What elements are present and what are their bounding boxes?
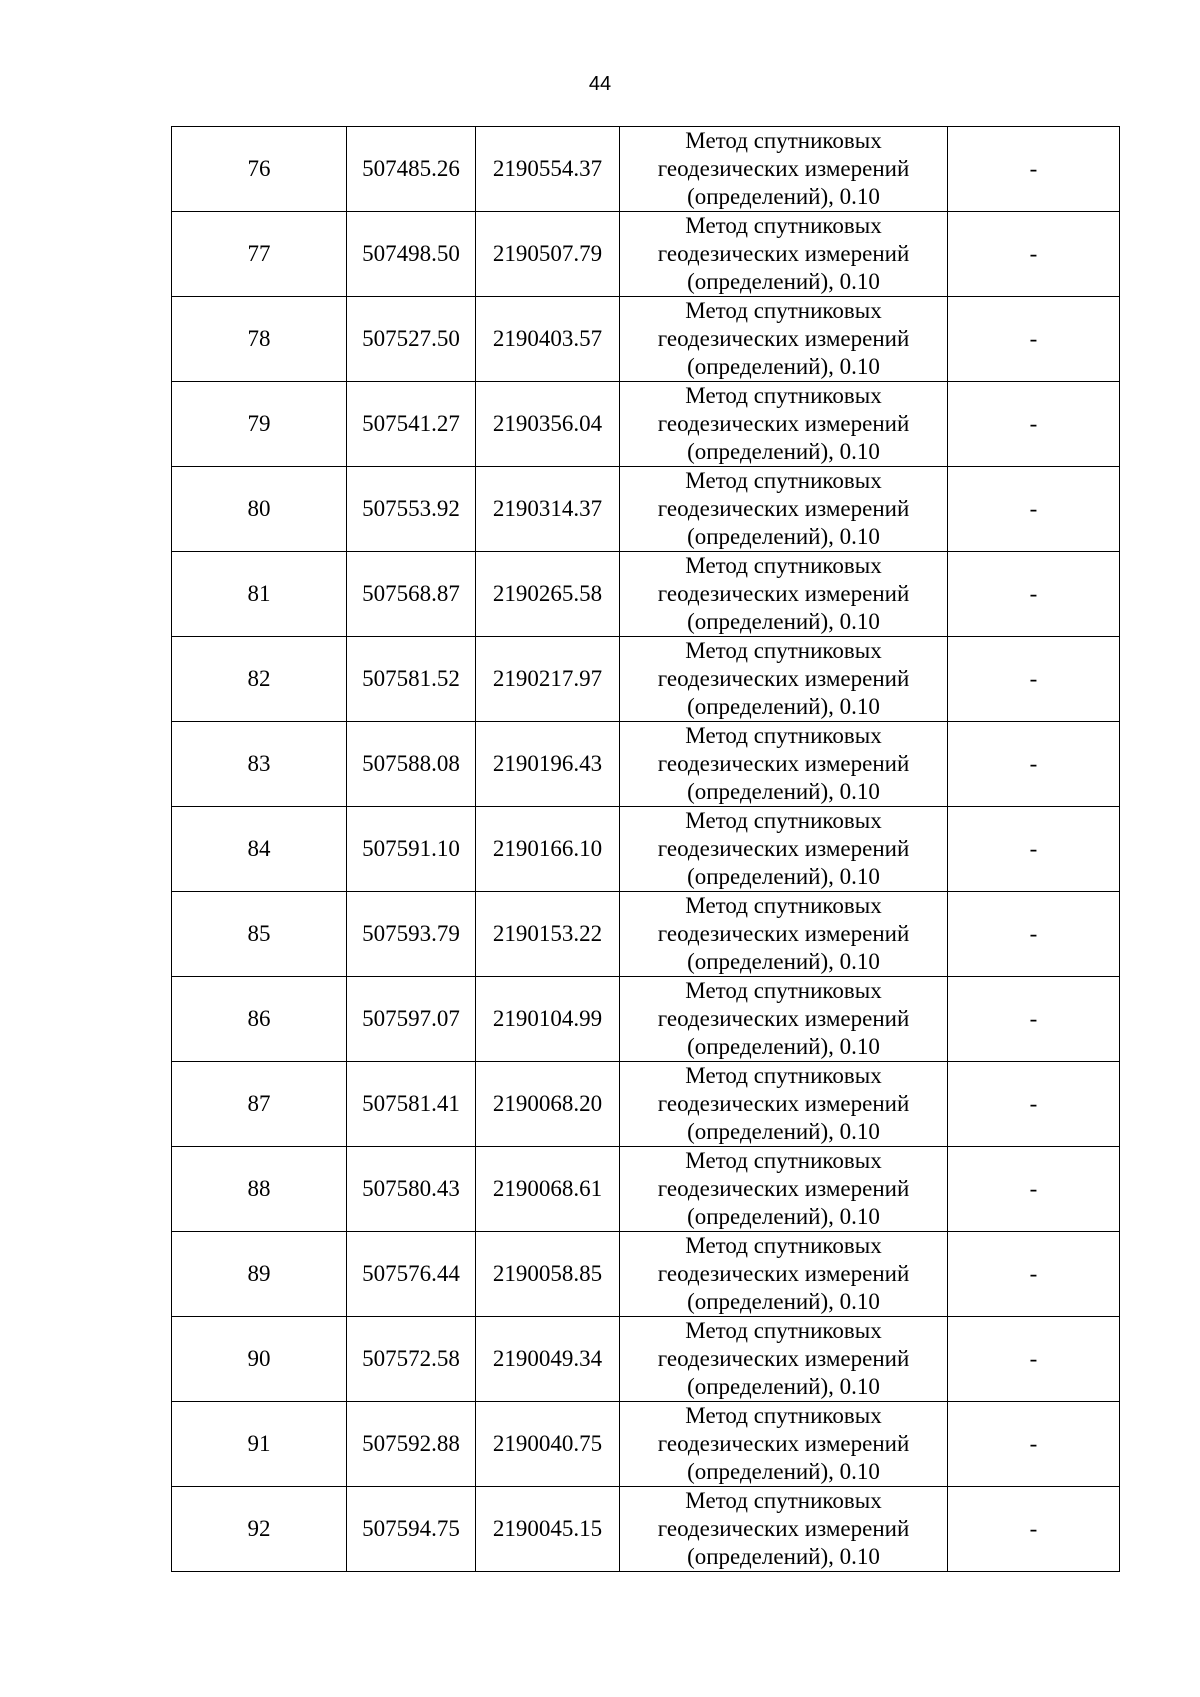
method-line: геодезических измерений (657, 581, 910, 606)
y-coordinate-cell: 2190104.99 (476, 977, 620, 1062)
method-cell (620, 1487, 948, 1572)
point-number-cell: 89 (172, 1232, 347, 1317)
method-line: Метод спутниковых (685, 128, 882, 153)
x-coordinate-cell: 507591.10 (347, 807, 476, 892)
x-coordinate-cell: 507580.43 (347, 1147, 476, 1232)
method-cell (620, 552, 948, 637)
point-number-cell: 82 (172, 637, 347, 722)
point-number-cell: 78 (172, 297, 347, 382)
table-row (172, 892, 1120, 977)
y-coordinate-cell: 2190217.97 (476, 637, 620, 722)
x-coordinate-cell: 507592.88 (347, 1402, 476, 1487)
table-row (172, 637, 1120, 722)
extra-cell: - (948, 1147, 1120, 1232)
extra-cell: - (948, 297, 1120, 382)
method-line: Метод спутниковых (685, 638, 882, 663)
method-line: (определений), 0.10 (687, 949, 880, 974)
x-coordinate-cell: 507485.26 (347, 127, 476, 212)
x-coordinate-cell: 507576.44 (347, 1232, 476, 1317)
method-line: геодезических измерений (657, 156, 910, 181)
y-coordinate-cell: 2190356.04 (476, 382, 620, 467)
y-coordinate-cell: 2190049.34 (476, 1317, 620, 1402)
method-line: геодезических измерений (657, 1516, 910, 1541)
x-coordinate-cell: 507581.41 (347, 1062, 476, 1147)
method-line: Метод спутниковых (685, 1318, 882, 1343)
table-row (172, 722, 1120, 807)
y-coordinate-cell: 2190314.37 (476, 467, 620, 552)
table-row (172, 1062, 1120, 1147)
method-line: Метод спутниковых (685, 1233, 882, 1258)
table-row (172, 467, 1120, 552)
extra-cell: - (948, 807, 1120, 892)
method-cell (620, 127, 948, 212)
extra-cell: - (948, 1317, 1120, 1402)
y-coordinate-cell: 2190153.22 (476, 892, 620, 977)
coordinates-table (171, 126, 1120, 1572)
method-line: геодезических измерений (657, 1261, 910, 1286)
method-line: геодезических измерений (657, 411, 910, 436)
point-number-cell: 86 (172, 977, 347, 1062)
method-cell (620, 1232, 948, 1317)
y-coordinate-cell: 2190045.15 (476, 1487, 620, 1572)
page-number: 44 (588, 73, 612, 95)
x-coordinate-cell: 507553.92 (347, 467, 476, 552)
x-coordinate-cell: 507572.58 (347, 1317, 476, 1402)
method-line: геодезических измерений (657, 1431, 910, 1456)
method-line: Метод спутниковых (685, 893, 882, 918)
method-line: (определений), 0.10 (687, 609, 880, 634)
table-row (172, 382, 1120, 467)
method-cell (620, 1147, 948, 1232)
coordinates-table-body (172, 127, 1120, 1572)
extra-cell: - (948, 1402, 1120, 1487)
y-coordinate-cell: 2190068.61 (476, 1147, 620, 1232)
table-row (172, 977, 1120, 1062)
method-line: (определений), 0.10 (687, 1119, 880, 1144)
point-number-cell: 85 (172, 892, 347, 977)
method-line: (определений), 0.10 (687, 184, 880, 209)
extra-cell: - (948, 977, 1120, 1062)
method-line: геодезических измерений (657, 836, 910, 861)
point-number-cell: 77 (172, 212, 347, 297)
table-row (172, 1487, 1120, 1572)
method-line: (определений), 0.10 (687, 1374, 880, 1399)
table-row (172, 212, 1120, 297)
method-line: Метод спутниковых (685, 298, 882, 323)
method-line: (определений), 0.10 (687, 1544, 880, 1569)
point-number-cell: 88 (172, 1147, 347, 1232)
x-coordinate-cell: 507593.79 (347, 892, 476, 977)
method-line: геодезических измерений (657, 751, 910, 776)
method-cell (620, 1062, 948, 1147)
method-cell (620, 382, 948, 467)
table-row (172, 1232, 1120, 1317)
method-line: Метод спутниковых (685, 1063, 882, 1088)
table-row (172, 1402, 1120, 1487)
table-row (172, 127, 1120, 212)
x-coordinate-cell: 507581.52 (347, 637, 476, 722)
method-line: (определений), 0.10 (687, 694, 880, 719)
method-cell (620, 807, 948, 892)
point-number-cell: 83 (172, 722, 347, 807)
y-coordinate-cell: 2190507.79 (476, 212, 620, 297)
method-line: геодезических измерений (657, 241, 910, 266)
y-coordinate-cell: 2190196.43 (476, 722, 620, 807)
method-cell (620, 1402, 948, 1487)
method-line: геодезических измерений (657, 326, 910, 351)
point-number-cell: 90 (172, 1317, 347, 1402)
extra-cell: - (948, 382, 1120, 467)
extra-cell: - (948, 552, 1120, 637)
method-cell (620, 297, 948, 382)
point-number-cell: 84 (172, 807, 347, 892)
x-coordinate-cell: 507597.07 (347, 977, 476, 1062)
x-coordinate-cell: 507568.87 (347, 552, 476, 637)
point-number-cell: 91 (172, 1402, 347, 1487)
method-line: (определений), 0.10 (687, 1459, 880, 1484)
table-row (172, 807, 1120, 892)
y-coordinate-cell: 2190554.37 (476, 127, 620, 212)
table-row (172, 1317, 1120, 1402)
table-row (172, 297, 1120, 382)
method-line: Метод спутниковых (685, 213, 882, 238)
method-line: (определений), 0.10 (687, 269, 880, 294)
method-cell (620, 467, 948, 552)
x-coordinate-cell: 507588.08 (347, 722, 476, 807)
extra-cell: - (948, 1232, 1120, 1317)
method-cell (620, 977, 948, 1062)
method-cell (620, 722, 948, 807)
y-coordinate-cell: 2190068.20 (476, 1062, 620, 1147)
method-line: геодезических измерений (657, 921, 910, 946)
method-line: (определений), 0.10 (687, 1204, 880, 1229)
x-coordinate-cell: 507498.50 (347, 212, 476, 297)
extra-cell: - (948, 637, 1120, 722)
point-number-cell: 92 (172, 1487, 347, 1572)
extra-cell: - (948, 127, 1120, 212)
y-coordinate-cell: 2190058.85 (476, 1232, 620, 1317)
method-line: Метод спутниковых (685, 1488, 882, 1513)
point-number-cell: 79 (172, 382, 347, 467)
table-row (172, 1147, 1120, 1232)
y-coordinate-cell: 2190403.57 (476, 297, 620, 382)
method-line: (определений), 0.10 (687, 354, 880, 379)
point-number-cell: 87 (172, 1062, 347, 1147)
method-line: (определений), 0.10 (687, 864, 880, 889)
y-coordinate-cell: 2190166.10 (476, 807, 620, 892)
method-cell (620, 637, 948, 722)
y-coordinate-cell: 2190040.75 (476, 1402, 620, 1487)
method-line: геодезических измерений (657, 666, 910, 691)
method-line: геодезических измерений (657, 1346, 910, 1371)
method-line: Метод спутниковых (685, 1148, 882, 1173)
method-line: Метод спутниковых (685, 383, 882, 408)
method-cell (620, 892, 948, 977)
method-line: геодезических измерений (657, 1006, 910, 1031)
y-coordinate-cell: 2190265.58 (476, 552, 620, 637)
x-coordinate-cell: 507527.50 (347, 297, 476, 382)
method-line: геодезических измерений (657, 1091, 910, 1116)
extra-cell: - (948, 1062, 1120, 1147)
point-number-cell: 80 (172, 467, 347, 552)
method-line: Метод спутниковых (685, 808, 882, 833)
point-number-cell: 76 (172, 127, 347, 212)
extra-cell: - (948, 722, 1120, 807)
x-coordinate-cell: 507541.27 (347, 382, 476, 467)
method-cell (620, 1317, 948, 1402)
extra-cell: - (948, 892, 1120, 977)
method-line: (определений), 0.10 (687, 779, 880, 804)
method-line: геодезических измерений (657, 1176, 910, 1201)
method-line: геодезических измерений (657, 496, 910, 521)
point-number-cell: 81 (172, 552, 347, 637)
method-line: Метод спутниковых (685, 1403, 882, 1428)
method-line: (определений), 0.10 (687, 1034, 880, 1059)
method-line: Метод спутниковых (685, 553, 882, 578)
method-line: Метод спутниковых (685, 468, 882, 493)
x-coordinate-cell: 507594.75 (347, 1487, 476, 1572)
extra-cell: - (948, 212, 1120, 297)
method-line: Метод спутниковых (685, 978, 882, 1003)
method-line: (определений), 0.10 (687, 439, 880, 464)
method-line: (определений), 0.10 (687, 524, 880, 549)
table-row (172, 552, 1120, 637)
extra-cell: - (948, 1487, 1120, 1572)
method-line: Метод спутниковых (685, 723, 882, 748)
method-line: (определений), 0.10 (687, 1289, 880, 1314)
extra-cell: - (948, 467, 1120, 552)
method-cell (620, 212, 948, 297)
